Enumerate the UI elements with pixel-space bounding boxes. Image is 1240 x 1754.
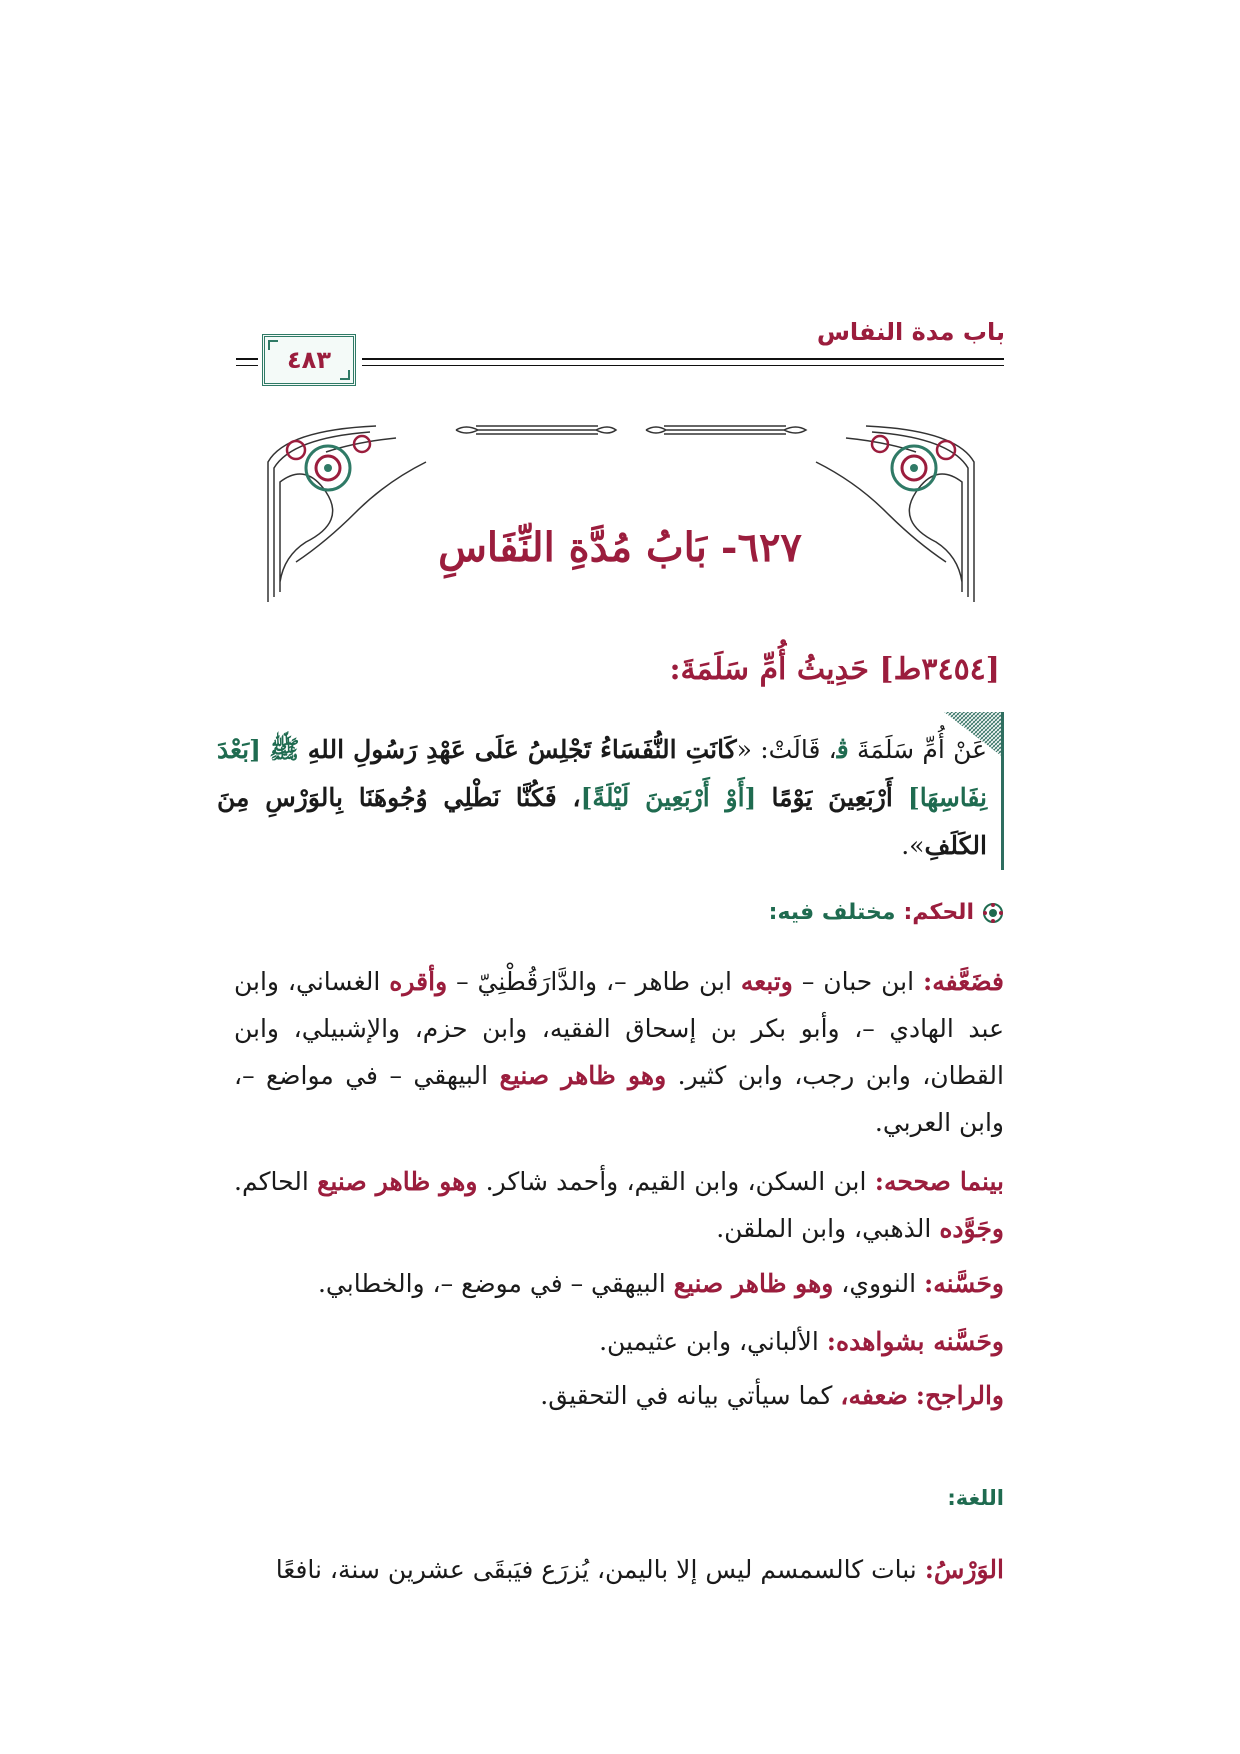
para-auth-lead: بينما صححه: [874, 1167, 1004, 1196]
ornament-top-bands [456, 426, 806, 434]
para-hasan-b: وهو ظاهر صنيع [673, 1269, 834, 1298]
para-weakened-a: ابن حبان – [792, 967, 924, 996]
para-weakened-lead: فضَعَّفه: [923, 967, 1004, 996]
paragraph-weakened [234, 958, 1004, 1146]
para-hasan-lead: وحَسَّنه: [923, 1269, 1004, 1298]
hadith-text-block [217, 712, 1004, 870]
para-auth-a: ابن السكن، وابن القيم، وأحمد شاكر. [477, 1167, 875, 1196]
para-preferred-verdict: ضعفه، [840, 1381, 908, 1410]
para-witness-a: الألباني، وابن عثيمين. [599, 1327, 827, 1356]
hadith-text-3: ، فَكُنَّا نَطْلِي وُجُوهَنَا بِالوَرْسِ مِنَ الكَلَفِ [217, 783, 987, 860]
chapter-title: ٦٢٧- بَابُ مُدَّةِ النِّفَاسِ [438, 524, 802, 571]
hadith-reference: [٣٤٥٤ط] [879, 652, 1000, 687]
paragraph-authenticated [234, 1158, 1004, 1252]
hadith-text-2: أَرْبَعِينَ يَوْمًا [771, 783, 893, 812]
hadith-heading [669, 652, 1000, 687]
salutation-glyph: ﷺ [269, 735, 300, 764]
para-wars-a: نبات كالسمسم ليس إلا باليمن، يُزرَع فيَبقَى عشرين سنة، نافعًا [275, 1555, 925, 1584]
hadith-close: ». [901, 831, 925, 860]
running-title: باب مدة النفاس [816, 318, 1005, 346]
header-rule-right-1 [362, 358, 1004, 360]
para-auth-b: وهو ظاهر صنيع [317, 1167, 478, 1196]
para-wars-lead: الوَرْسُ: [924, 1555, 1004, 1584]
hadith-said: ، قَالَتْ: « [736, 735, 837, 764]
hadith-bracket-1: [بَعْدَ نِفَاسِهَا] [217, 735, 987, 812]
paragraph-preferred [234, 1372, 1004, 1419]
language-section-title: اللغة: [947, 1486, 1004, 1510]
para-weakened-f: وهو ظاهر صنيع [499, 1061, 667, 1090]
paragraph-wars-definition [234, 1546, 1004, 1593]
para-weakened-b: وتبعه [740, 967, 793, 996]
hadith-corner-pattern [944, 712, 1004, 758]
para-witness-lead: وحَسَّنه بشواهده: [826, 1327, 1004, 1356]
para-auth-c: الحاكم. [234, 1167, 318, 1196]
header-rule-left-2 [236, 365, 258, 366]
ruling-value: مختلف فيه: [768, 900, 896, 925]
ornament-left-corner [268, 426, 426, 602]
para-auth-d: وجَوَّده [939, 1214, 1004, 1243]
paragraph-hasan-witnesses [234, 1318, 1004, 1365]
hadith-bracket-2: [أَوْ أَرْبَعِينَ لَيْلَةً] [580, 783, 757, 812]
hadith-intro: عَنْ أُمِّ سَلَمَةَ [857, 735, 988, 764]
para-hasan-a: النووي، [833, 1269, 924, 1298]
page-number-badge [262, 334, 356, 386]
para-weakened-d: وأقره [389, 967, 448, 996]
para-preferred-a: كما سيأتي بيانه في التحقيق. [540, 1381, 841, 1410]
paragraph-hasan [234, 1260, 1004, 1307]
header-rule-left-1 [236, 358, 258, 360]
flower-icon [982, 902, 1004, 924]
ornament-right-corner [816, 426, 974, 602]
para-preferred-lead: والراجح: [915, 1381, 1004, 1410]
para-auth-e: الذهبي، وابن الملقن. [716, 1214, 940, 1243]
chapter-ornament [266, 422, 976, 602]
para-weakened-g: البيهقي – في مواضع –، وابن العربي. [234, 1061, 1004, 1137]
ruling-line [769, 900, 1004, 925]
page-number: ٤٨٣ [287, 346, 331, 374]
header-rule-right-2 [362, 365, 1004, 366]
hadith-text-1: كَانَتِ النُّفَسَاءُ تَجْلِسُ عَلَى عَهْدِ رَسُولِ اللهِ [307, 735, 737, 764]
hadith-heading-text: حَدِيثُ أُمِّ سَلَمَةَ: [669, 652, 869, 687]
para-hasan-c: البيهقي – في موضع –، والخطابي. [317, 1269, 674, 1298]
honorific-glyph: ﭬ [836, 735, 849, 764]
para-weakened-e: الغساني، وابن عبد الهادي –، وأبو بكر بن إسحاق الفقيه، وابن حزم، والإشبيلي، وابن القطان، وابن رجب، وابن كثير. [234, 967, 1004, 1090]
ruling-label: الحكم: [903, 900, 974, 925]
para-weakened-c: ابن طاهر –، والدَّارَقُطْنِيّ – [447, 967, 741, 996]
